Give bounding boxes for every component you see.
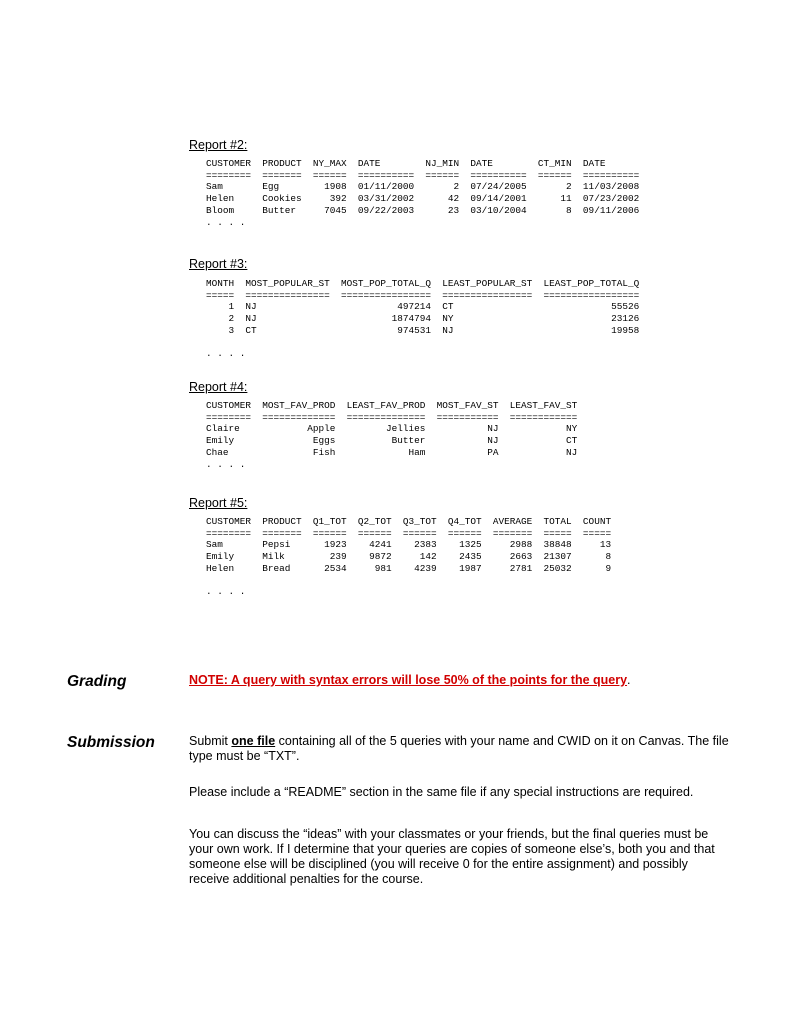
table-row: Claire Apple Jellies NJ NY: [206, 423, 578, 435]
note-period: .: [627, 673, 631, 687]
submission-paragraph-1: [189, 734, 729, 764]
table-row: CUSTOMER PRODUCT Q1_TOT Q2_TOT Q3_TOT Q4_TOT AVERAGE TOTAL COUNT: [206, 516, 612, 527]
table-row: CUSTOMER PRODUCT NY_MAX DATE NJ_MIN DATE CT_MIN DATE: [206, 158, 606, 169]
table-row: Sam Pepsi 1923 4241 2383 1325 2988 38848 13: [206, 539, 612, 551]
grading-note: [189, 673, 729, 688]
table-row: [206, 575, 611, 587]
grading-label: Grading: [67, 673, 127, 690]
report-3-table: [206, 278, 639, 360]
table-row: Sam Egg 1908 01/11/2000 2 07/24/2005 2 11/03/2008: [206, 181, 640, 193]
table-row: ======== ======= ====== ========== ====== ========== ====== ==========: [206, 169, 640, 181]
table-row: [206, 337, 639, 349]
table-row: 2 NJ 1874794 NY 23126: [206, 313, 640, 325]
submission-paragraph-2: Please include a “README” section in the same file if any special instructions are required.: [189, 785, 694, 799]
report-2-title: Report #2:: [189, 138, 248, 152]
report-3-title: Report #3:: [189, 257, 248, 271]
one-file-emphasis: one file: [231, 734, 276, 748]
table-row: 1 NJ 497214 CT 55526: [206, 301, 640, 313]
table-row: ======== ======= ====== ====== ====== ====== ======= ===== =====: [206, 527, 612, 539]
report-4-table: [206, 400, 577, 470]
submission-label: Submission: [67, 734, 155, 751]
p1-before: Submit: [189, 734, 232, 748]
report-2-table: [206, 158, 639, 228]
report-5-title: Report #5:: [189, 496, 248, 510]
table-row: ===== =============== ================ ================ =================: [206, 289, 640, 301]
syntax-error-note: NOTE: A query with syntax errors will lose 50% of the points for the query: [189, 673, 628, 687]
table-row: Helen Bread 2534 981 4239 1987 2781 25032 9: [206, 562, 612, 574]
report-4-title: Report #4:: [189, 380, 248, 394]
table-row: Helen Cookies 392 03/31/2002 42 09/14/2001 11 07/23/2002: [206, 193, 640, 205]
ellipsis-row: . . . .: [206, 458, 246, 470]
ellipsis-row: . . . .: [206, 348, 246, 360]
table-row: 3 CT 974531 NJ 19958: [206, 324, 640, 336]
table-row: Bloom Butter 7045 09/22/2003 23 03/10/2004 8 09/11/2006: [206, 204, 640, 216]
table-row: MONTH MOST_POPULAR_ST MOST_POP_TOTAL_Q LEAST_POPULAR_ST LEAST_POP_TOTAL_Q: [206, 278, 640, 289]
submission-paragraph-3: You can discuss the “ideas” with your classmates or your friends, but the final queries must be your own work. If I determine that your queries are copies of someone else’s, both you and that someone else will be disciplined (you will receive 0 for the entire assignment) and possibly receive additional penalties for the course.: [189, 827, 715, 886]
ellipsis-row: . . . .: [206, 216, 246, 228]
table-row: CUSTOMER MOST_FAV_PROD LEAST_FAV_PROD MOST_FAV_ST LEAST_FAV_ST: [206, 400, 578, 411]
p1-after: containing all of the 5 queries with your name and CWID on it on Canvas. The file type must be “TXT”.: [189, 734, 729, 763]
ellipsis-row: . . . .: [206, 586, 246, 598]
report-5-table: [206, 516, 611, 598]
table-row: Emily Milk 239 9872 142 2435 2663 21307 8: [206, 551, 612, 563]
table-row: Emily Eggs Butter NJ CT: [206, 435, 578, 447]
table-row: Chae Fish Ham PA NJ: [206, 446, 578, 458]
table-row: ======== ============= ============== =========== ============: [206, 411, 578, 423]
